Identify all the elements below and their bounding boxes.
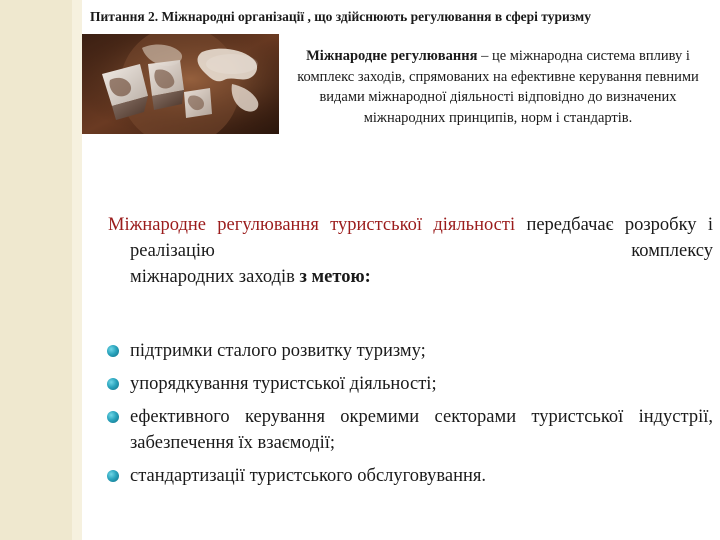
definition-paragraph [283,46,713,128]
bullet-circle-icon [107,411,119,423]
definition-term: Міжнародне регулювання [306,48,478,64]
intro-tail [130,264,371,290]
globe-map-image [82,34,279,134]
definition-text: – це міжнародна система впливу і комплекс заходів, спрямованих на ефективне керування певними видами міжнародної діяльності відповідно до визначених міжнародних принципів, норм і стандартів. [297,48,699,126]
list-item [106,463,713,489]
bullet-circle-icon [107,378,119,390]
list-item [106,404,713,456]
goals-list [106,338,713,496]
bullet-circle-icon [107,470,119,482]
list-item-text: упорядкування туристської діяльності; [130,374,437,394]
intro-lead: Міжнародне регулювання туристської діяльності [108,215,516,235]
intro-paragraph [108,212,713,264]
list-item-text: підтримки сталого розвитку туризму; [130,341,426,361]
intro-goal: з метою: [299,267,371,287]
left-decorative-band [0,0,82,540]
intro-body: передбачає розробку і реалізацію комплексу [130,215,714,261]
list-item-text: ефективного керування окремими секторами туристської індустрії, забезпечення їх взаємодії; [130,407,713,453]
bullet-circle-icon [107,345,119,357]
list-item-text: стандартизації туристського обслуговування. [130,466,487,486]
intro-tail-text: міжнародних заходів [130,267,300,287]
list-item [106,371,713,397]
list-item [106,338,713,364]
slide-title: Питання 2. Міжнародні організації , що здійснюють регулювання в сфері туризму [90,9,591,24]
